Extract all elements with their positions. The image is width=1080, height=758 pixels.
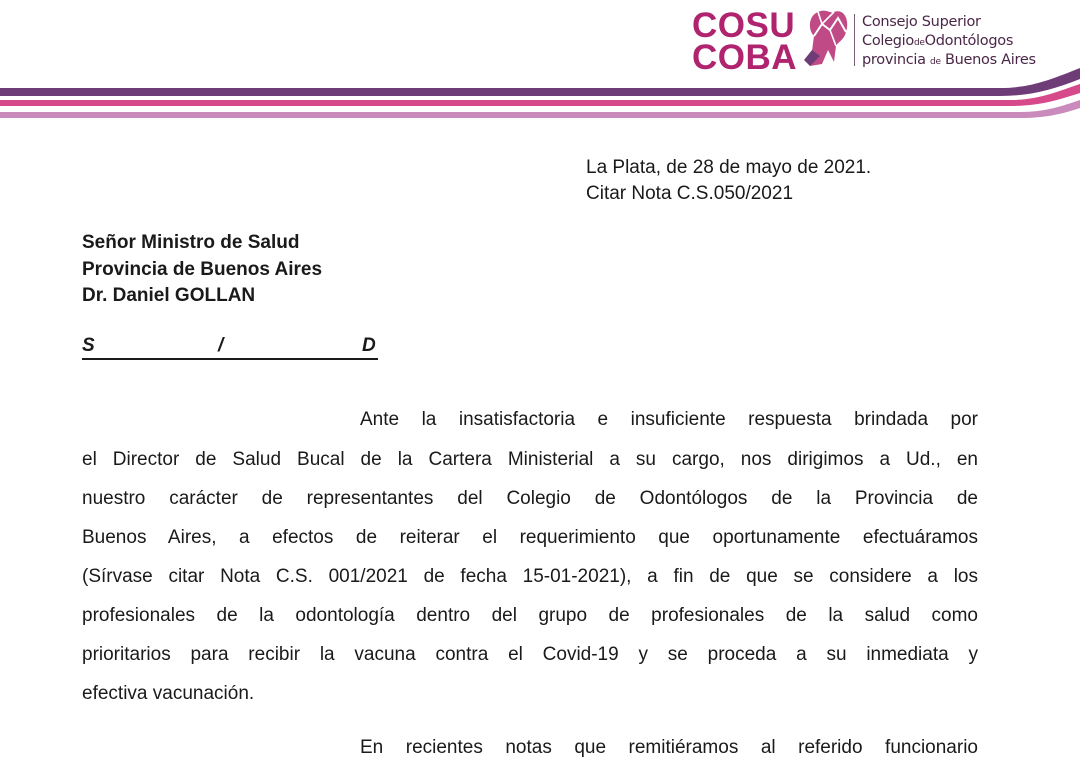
paragraph-1-line-8: efectiva vacunación. bbox=[82, 683, 255, 704]
salutation-sd bbox=[82, 336, 378, 360]
paragraph-1-line-2: el Director de Salud Bucal de la Cartera Ministerial a su cargo, nos dirigimos a Ud., en bbox=[82, 449, 978, 470]
sd-d: D bbox=[362, 335, 376, 356]
paragraph-1-line-4: Buenos Aires, a efectos de reiterar el requerimiento que oportunamente efectuáramos bbox=[82, 527, 978, 548]
org-name-line-1: Consejo Superior bbox=[862, 14, 981, 30]
note-reference: Citar Nota C.S.050/2021 bbox=[586, 183, 794, 204]
addressee-name: Dr. Daniel GOLLAN bbox=[82, 285, 256, 306]
logo-divider bbox=[854, 14, 855, 66]
place-date: La Plata, de 28 de mayo de 2021. bbox=[586, 157, 872, 178]
logo-word-coba: COBA bbox=[692, 38, 798, 77]
paragraph-1-line-5: (Sírvase citar Nota C.S. 001/2021 de fecha 15-01-2021), a fin de que se considere a los bbox=[82, 566, 978, 587]
sd-slash: / bbox=[218, 335, 224, 356]
sd-s: S bbox=[82, 335, 95, 356]
paragraph-1-line-1: Ante la insatisfactoria e insuficiente respuesta brindada por bbox=[360, 409, 978, 430]
addressee-title: Señor Ministro de Salud bbox=[82, 232, 300, 253]
addressee-province: Provincia de Buenos Aires bbox=[82, 259, 323, 280]
logo-word-cosu: COSU bbox=[692, 6, 796, 45]
paragraph-1-line-6: profesionales de la odontología dentro del grupo de profesionales de la salud como bbox=[82, 605, 978, 626]
letterhead bbox=[0, 0, 1080, 140]
org-name-line-3: provincia de Buenos Aires bbox=[862, 52, 1036, 68]
letterhead-stripes bbox=[0, 66, 1080, 132]
paragraph-1-line-3: nuestro carácter de representantes del Colegio de Odontólogos de la Provincia de bbox=[82, 488, 978, 509]
tooth-logo-icon bbox=[800, 6, 852, 68]
paragraph-1-line-7: prioritarios para recibir la vacuna contra el Covid-19 y se proceda a su inmediata y bbox=[82, 644, 978, 665]
paragraph-2-line-1: En recientes notas que remitiéramos al referido funcionario bbox=[360, 737, 978, 758]
org-name-line-2: ColegiodeOdontólogos bbox=[862, 33, 1014, 49]
